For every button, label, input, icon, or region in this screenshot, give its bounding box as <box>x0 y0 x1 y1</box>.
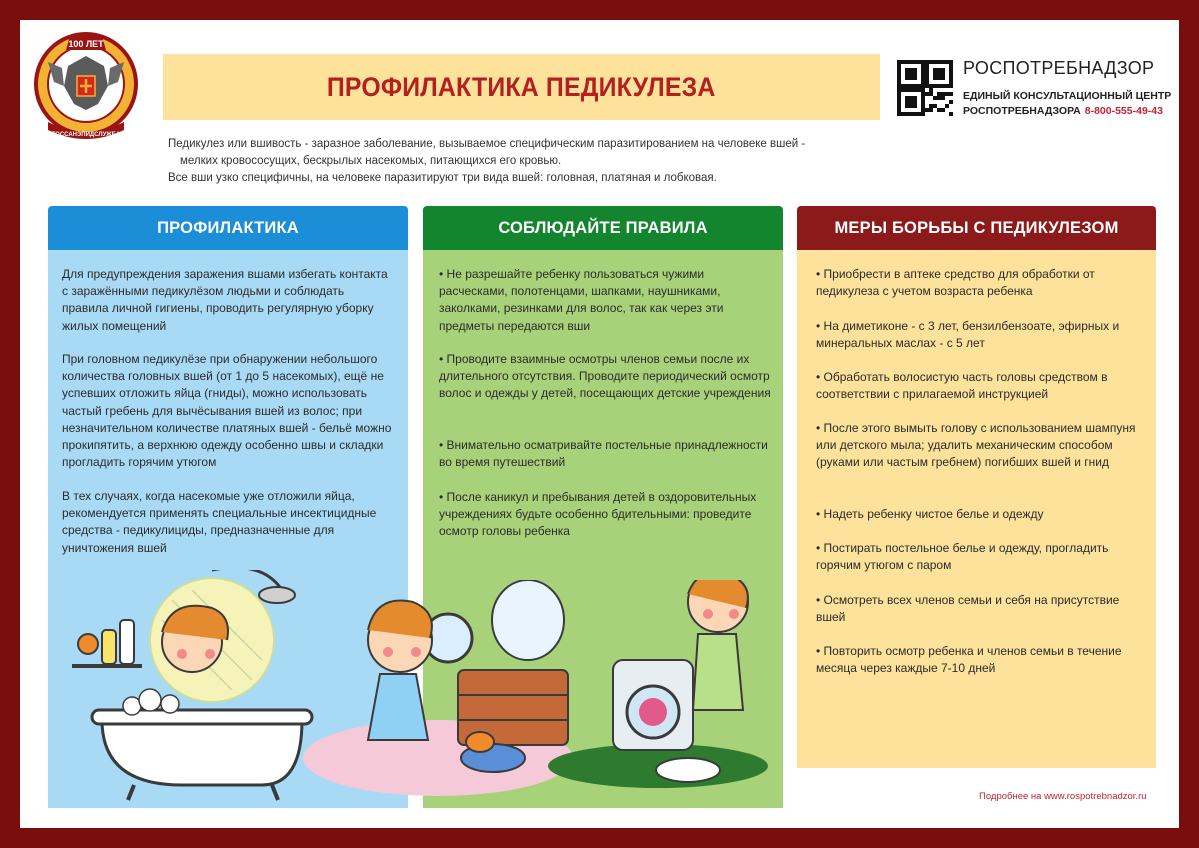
poster-sheet <box>20 20 1179 828</box>
org-line-2-text: РОСПОТРЕБНАДЗОРА <box>963 105 1081 117</box>
intro-line: мелких кровососущих, бескрылых насекомых, питающихся его кровью. <box>180 155 562 167</box>
measures-item: • Постирать постельное белье и одежду, прогладить горячим утюгом с паром <box>816 541 1109 573</box>
rules-item: • Не разрешайте ребенку пользоваться чужими расческами, полотенцами, шапками, наушниками, заколками, резинками для волос, так как через эти предметы передаются вши <box>439 267 724 333</box>
measures-body <box>797 250 1156 768</box>
rules-item: • Внимательно осматривайте постельные принадлежности во время путешествий <box>439 438 768 470</box>
prevention-paragraph: При головном педикулёзе при обнаружении небольшого количества головных вшей (от 1 до 5 насекомых), ещё не успевших отложить яйца (гниды), можно использовать частый гребень для вычёсывания вшей из волос; при незначительном количестве платяных вшей - бельё можно прокипятить, а верхнюю одежду особенно швы и складки прогладить горячим утюгом <box>62 352 392 470</box>
rules-column <box>423 206 783 808</box>
measures-column <box>797 206 1156 768</box>
emblem-top-text: 100 ЛЕТ <box>68 39 104 49</box>
children-hygiene-illustration <box>288 580 768 805</box>
org-line-2 <box>963 105 1163 117</box>
measures-item: • Надеть ребенку чистое белье и одежду <box>816 507 1044 521</box>
rules-body <box>423 250 783 808</box>
measures-item: • Осмотреть всех членов семьи и себя на присутствие вшей <box>816 593 1120 625</box>
measures-item: • Повторить осмотр ребенка и членов семьи в течение месяца через каждые 7-10 дней <box>816 644 1122 676</box>
rules-item: • Проводите взаимные осмотры членов семьи после их длительного отсутствия. Проводите периодический осмотр волос и одежды у детей, посещающих детские учреждения <box>439 352 771 401</box>
qr-code-icon[interactable] <box>897 60 953 116</box>
page-title: ПРОФИЛАКТИКА ПЕДИКУЛЕЗА <box>327 71 716 102</box>
rules-item: • После каникул и пребывания детей в оздоровительных учреждениях будьте особенно бдительными: проведите осмотр головы ребенка <box>439 490 757 539</box>
measures-item: • На диметиконе - с 3 лет, бензилбензоате, эфирных и минеральных маслах - с 5 лет <box>816 319 1120 351</box>
intro-line: Все вши узко специфичны, на человеке паразитируют три вида вшей: головная, платяная и лобковая. <box>168 172 717 184</box>
measures-heading: МЕРЫ БОРЬБЫ С ПЕДИКУЛЕЗОМ <box>797 206 1156 250</box>
prevention-paragraph: В тех случаях, когда насекомые уже отложили яйца, рекомендуется применять специальные инсектицидные средства - педикулициды, предназначенные для уничтожения вшей <box>62 489 377 555</box>
measures-item: • Обработать волосистую часть головы средством в соответствии с прилагаемой инструкцией <box>816 370 1108 402</box>
org-line-1: ЕДИНЫЙ КОНСУЛЬТАЦИОННЫЙ ЦЕНТР <box>963 90 1172 102</box>
prevention-paragraph: Для предупреждения заражения вшами избегать контакта с заражёнными педикулёзом людьми и соблюдать правила личной гигиены, проводить регулярную уборку жилых помещений <box>62 267 388 333</box>
intro-text <box>168 136 868 187</box>
emblem-bottom-text: ГОССАНЭПИДСЛУЖБА <box>51 132 121 138</box>
rules-heading: СОБЛЮДАЙТЕ ПРАВИЛА <box>423 206 783 250</box>
website-link[interactable]: Подробнее на www.rospotrebnadzor.ru <box>979 791 1147 802</box>
prevention-heading: ПРОФИЛАКТИКА <box>48 206 408 250</box>
hotline-phone[interactable]: 8-800-555-49-43 <box>1084 105 1163 117</box>
measures-item: • После этого вымыть голову с использованием шампуня или детского мыла; удалить механическим способом (руками или частым гребнем) погибших вшей и гнид <box>816 421 1136 470</box>
intro-line: Педикулез или вшивость - заразное заболевание, вызываемое специфическим паразитированием на человеке вшей - <box>168 138 806 150</box>
rospotrebnadzor-emblem-icon <box>32 26 140 146</box>
measures-item: • Приобрести в аптеке средство для обработки от педикулеза с учетом возраста ребенка <box>816 267 1095 299</box>
org-name: РОСПОТРЕБНАДЗОР <box>963 58 1155 78</box>
title-banner <box>163 54 880 120</box>
